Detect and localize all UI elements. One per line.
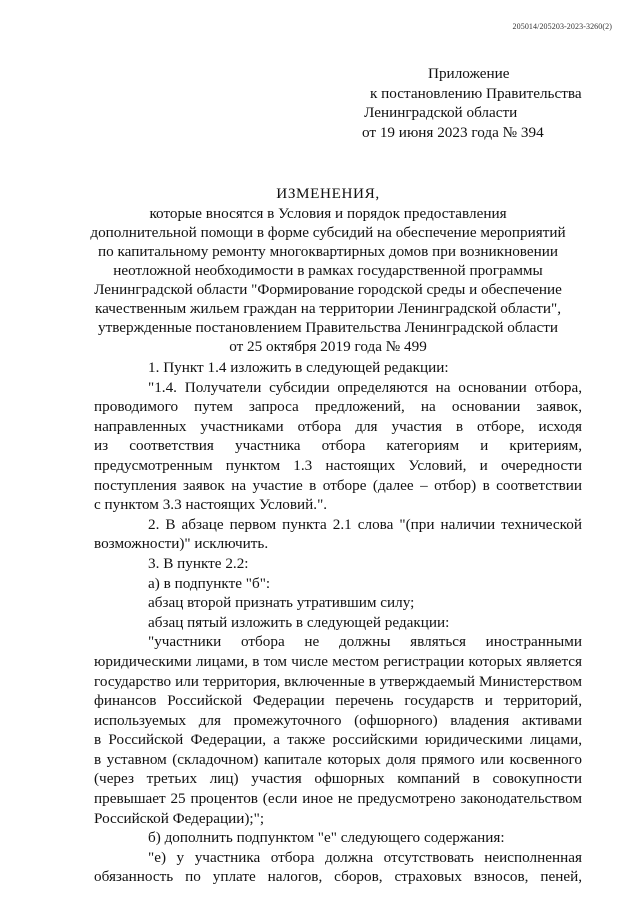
body-line: юридическими лицами, в том числе местом регистрации которых является [94, 652, 582, 670]
heading-line: Ленинградской области "Формирование городской среды и обеспечение [94, 281, 562, 298]
heading-line: которые вносятся в Условия и порядок предоставления [149, 205, 507, 222]
body-line: абзац второй признать утратившим силу; [148, 594, 415, 612]
heading-line: по капитальному ремонту многоквартирных домов при возникновении [97, 243, 558, 260]
body-line: 1. Пункт 1.4 изложить в следующей редакции: [148, 359, 449, 376]
body-line: государство или территория, включенные в утверждаемый Министерством [94, 672, 582, 690]
appendix-line: к постановлению Правительства [370, 84, 582, 102]
body-line: обязанность по уплате налогов, сборов, страховых взносов, пеней, [94, 868, 582, 886]
body-line: 3. В пункте 2.2: [148, 554, 249, 572]
body-line: 2. В абзаце первом пункта 2.1 слова "(при наличии технической [148, 515, 582, 533]
body-line: поступления заявок на участие в отборе (далее – отбор) в соответствии [94, 476, 582, 494]
body-line: в уставном (складочном) капитале которых доля прямого или косвенного [94, 750, 582, 768]
body-line: используемых для промежуточного (офшорного) владения активами [94, 711, 582, 729]
body-line: абзац пятый изложить в следующей редакции: [148, 613, 450, 631]
heading-line: от 25 октября 2019 года № 499 [229, 338, 427, 355]
document-heading [74, 184, 582, 356]
body-line: а) в подпункте "б": [148, 574, 271, 592]
body-line: предусмотренным пунктом 1.3 настоящих Условий, и очередности [94, 456, 582, 474]
body-line: "участники отбора не должны являться иностранными [148, 633, 582, 651]
body-line: "е) у участника отбора должна отсутствовать неисполненная [148, 848, 582, 866]
heading-line: утвержденные постановлением Правительства Ленинградской области [97, 319, 559, 336]
document-body [94, 358, 582, 887]
heading-line: дополнительной помощи в форме субсидий на обеспечение мероприятий [90, 224, 566, 241]
appendix-block [362, 64, 582, 142]
body-line: из соответствия участника отбора категориям и критериям, [94, 437, 582, 455]
body-line: Российской Федерации);"; [94, 809, 265, 827]
body-line: финансов Российской Федерации перечень государств и территорий, [94, 692, 582, 710]
document-registration-stamp: 205014/205203-2023-3260(2) [512, 22, 612, 31]
body-line: (через третьих лиц) участия офшорных компаний в совокупности [94, 770, 582, 788]
body-line: в Российской Федерации, а также российскими юридическими лицами, [94, 731, 582, 749]
appendix-date: от 19 июня 2023 года № 394 [362, 123, 544, 141]
body-line: "1.4. Получатели субсидии определяются на основании отбора, [148, 378, 582, 396]
body-line: проводимого путем запроса предложений, на основании заявок, [94, 398, 582, 416]
appendix-title: Приложение [428, 65, 510, 82]
appendix-line: Ленинградской области [364, 104, 518, 121]
body-line: превышает 25 процентов (если иное не предусмотрено законодательством [94, 790, 582, 808]
heading-line: качественным жильем граждан на территории Ленинградской области", [94, 300, 562, 317]
body-line: возможности)" исключить. [94, 535, 269, 553]
body-line: с пунктом 3.3 настоящих Условий.". [94, 496, 328, 514]
body-line: направленных участниками отбора для участия в отборе, исходя [94, 417, 582, 435]
body-line: б) дополнить подпунктом "е" следующего содержания: [148, 829, 505, 847]
heading-title: ИЗМЕНЕНИЯ, [276, 185, 380, 202]
heading-line: неотложной необходимости в рамках государственной программы [113, 262, 543, 279]
